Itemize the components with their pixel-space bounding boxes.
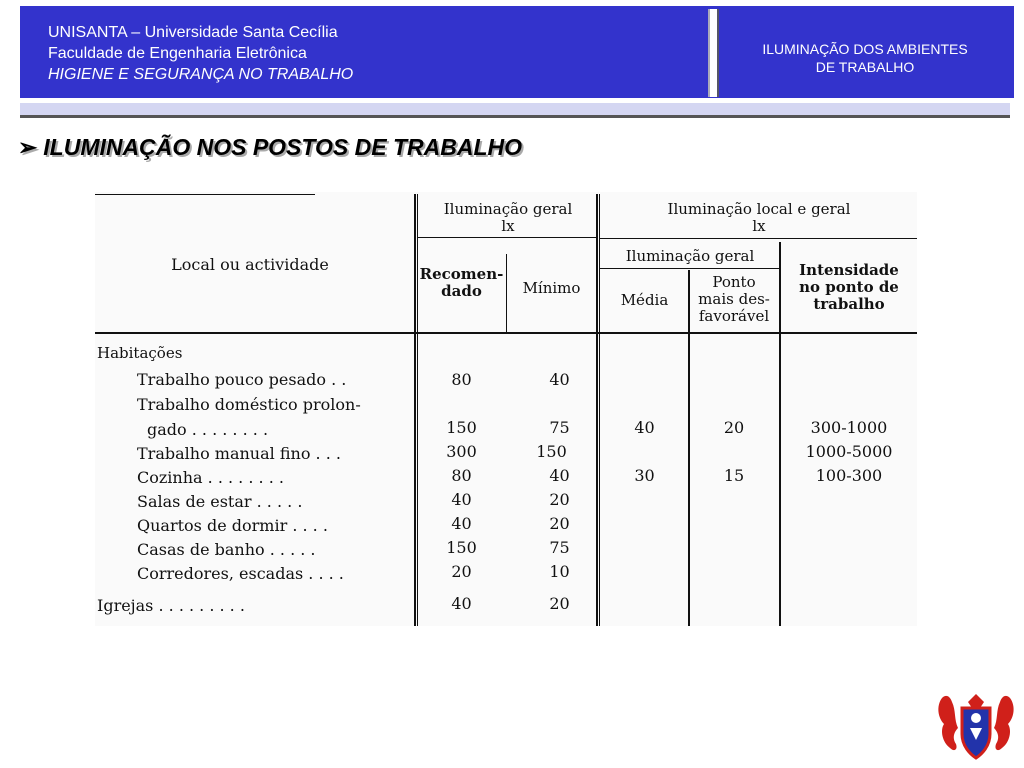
- cell-minimo: 75: [549, 538, 570, 557]
- cell-recomendado: 80: [451, 370, 472, 389]
- table-divider: [95, 332, 917, 334]
- header-local: Local ou actividade: [171, 255, 329, 274]
- page-title: [18, 134, 522, 161]
- header-group-general: [420, 201, 596, 235]
- faculty-name: Faculdade de Engenharia Eletrônica: [48, 45, 307, 62]
- cell-minimo: 10: [549, 562, 570, 581]
- header-subgroup-general: Iluminação geral: [625, 247, 755, 265]
- cell-intensidade: 1000-5000: [805, 442, 893, 461]
- cell-intensidade: 300-1000: [810, 418, 888, 437]
- cell-minimo: 75: [549, 418, 570, 437]
- header-media: Média: [620, 291, 669, 309]
- row-label: Trabalho manual fino . . .: [137, 444, 341, 463]
- cell-ponto: 20: [723, 418, 745, 437]
- row-label: Casas de banho . . . . .: [137, 540, 316, 559]
- header-ponto-l2: mais des-: [698, 290, 770, 308]
- row-label: Igrejas . . . . . . . . .: [97, 596, 245, 615]
- course-name: HIGIENE E SEGURANÇA NO TRABALHO: [48, 66, 354, 83]
- cell-recomendado: 40: [451, 490, 472, 509]
- cell-minimo: 20: [549, 514, 570, 533]
- header-rule: [20, 103, 1010, 118]
- header-ponto: [689, 274, 779, 325]
- header-divider: [708, 9, 719, 97]
- row-label: Quartos de dormir . . . .: [137, 516, 328, 535]
- cell-intensidade: 100-300: [815, 466, 883, 485]
- cell-recomendado: 40: [451, 594, 472, 613]
- cell-recomendado: 300: [446, 442, 477, 461]
- cell-ponto: 15: [723, 466, 745, 485]
- row-label: gado . . . . . . . .: [147, 420, 269, 439]
- header-ponto-l3: favorável: [698, 307, 770, 325]
- header-right-text: [720, 40, 1010, 76]
- cell-media: 30: [634, 466, 655, 485]
- header-intensidade-l1: Intensidade: [799, 261, 899, 279]
- header-group-local: [601, 201, 917, 235]
- header-recomendado-l2: dado: [441, 282, 482, 300]
- header-intensidade-l2: no ponto de: [799, 278, 899, 296]
- header-intensidade: [781, 262, 917, 313]
- row-label: Corredores, escadas . . . .: [137, 564, 344, 583]
- cell-minimo: 20: [549, 594, 570, 613]
- header-ponto-l1: Ponto: [712, 273, 756, 291]
- row-label: Cozinha . . . . . . . .: [137, 468, 284, 487]
- university-name: UNISANTA – Universidade Santa Cecília: [48, 24, 338, 41]
- row-label: Trabalho doméstico prolon-: [137, 395, 361, 414]
- table-divider: [599, 238, 917, 239]
- topic-line1: ILUMINAÇÃO DOS AMBIENTES: [762, 41, 968, 57]
- header-group-local-l1: Iluminação local e geral: [667, 200, 851, 218]
- arrow-bullet-icon: ➢: [18, 134, 38, 160]
- header-minimo: Mínimo: [522, 279, 581, 297]
- header-recomendado-l1: Recomen-: [419, 265, 504, 283]
- cell-minimo: 40: [549, 466, 570, 485]
- cell-minimo: 20: [549, 490, 570, 509]
- header-group-local-l2: lx: [752, 217, 766, 235]
- header-recomendado: [417, 266, 506, 300]
- cell-minimo: 40: [549, 370, 570, 389]
- seahorse-crest-icon: [934, 688, 1018, 760]
- page-title-text: ILUMINAÇÃO NOS POSTOS DE TRABALHO: [43, 134, 523, 160]
- header-group-general-l2: lx: [501, 217, 515, 235]
- cell-recomendado: 150: [446, 538, 477, 557]
- header-intensidade-l3: trabalho: [813, 295, 885, 313]
- cell-recomendado: 80: [451, 466, 472, 485]
- row-label: Habitações: [97, 344, 183, 362]
- cell-media: 40: [634, 418, 655, 437]
- table-divider: [95, 194, 315, 195]
- table-divider: [417, 237, 596, 238]
- cell-minimo: 150: [536, 442, 567, 461]
- cell-recomendado: 150: [446, 418, 477, 437]
- illumination-table: [95, 192, 917, 626]
- header-bar: [20, 6, 1014, 98]
- header-left-text: [48, 22, 353, 85]
- header-group-general-l1: Iluminação geral: [443, 200, 573, 218]
- topic-line2: DE TRABALHO: [815, 59, 915, 75]
- table-divider: [599, 268, 779, 269]
- table-divider: [414, 194, 416, 626]
- row-label: Trabalho pouco pesado . .: [137, 370, 347, 389]
- row-label: Salas de estar . . . . .: [137, 492, 303, 511]
- cell-recomendado: 20: [451, 562, 472, 581]
- cell-recomendado: 40: [451, 514, 472, 533]
